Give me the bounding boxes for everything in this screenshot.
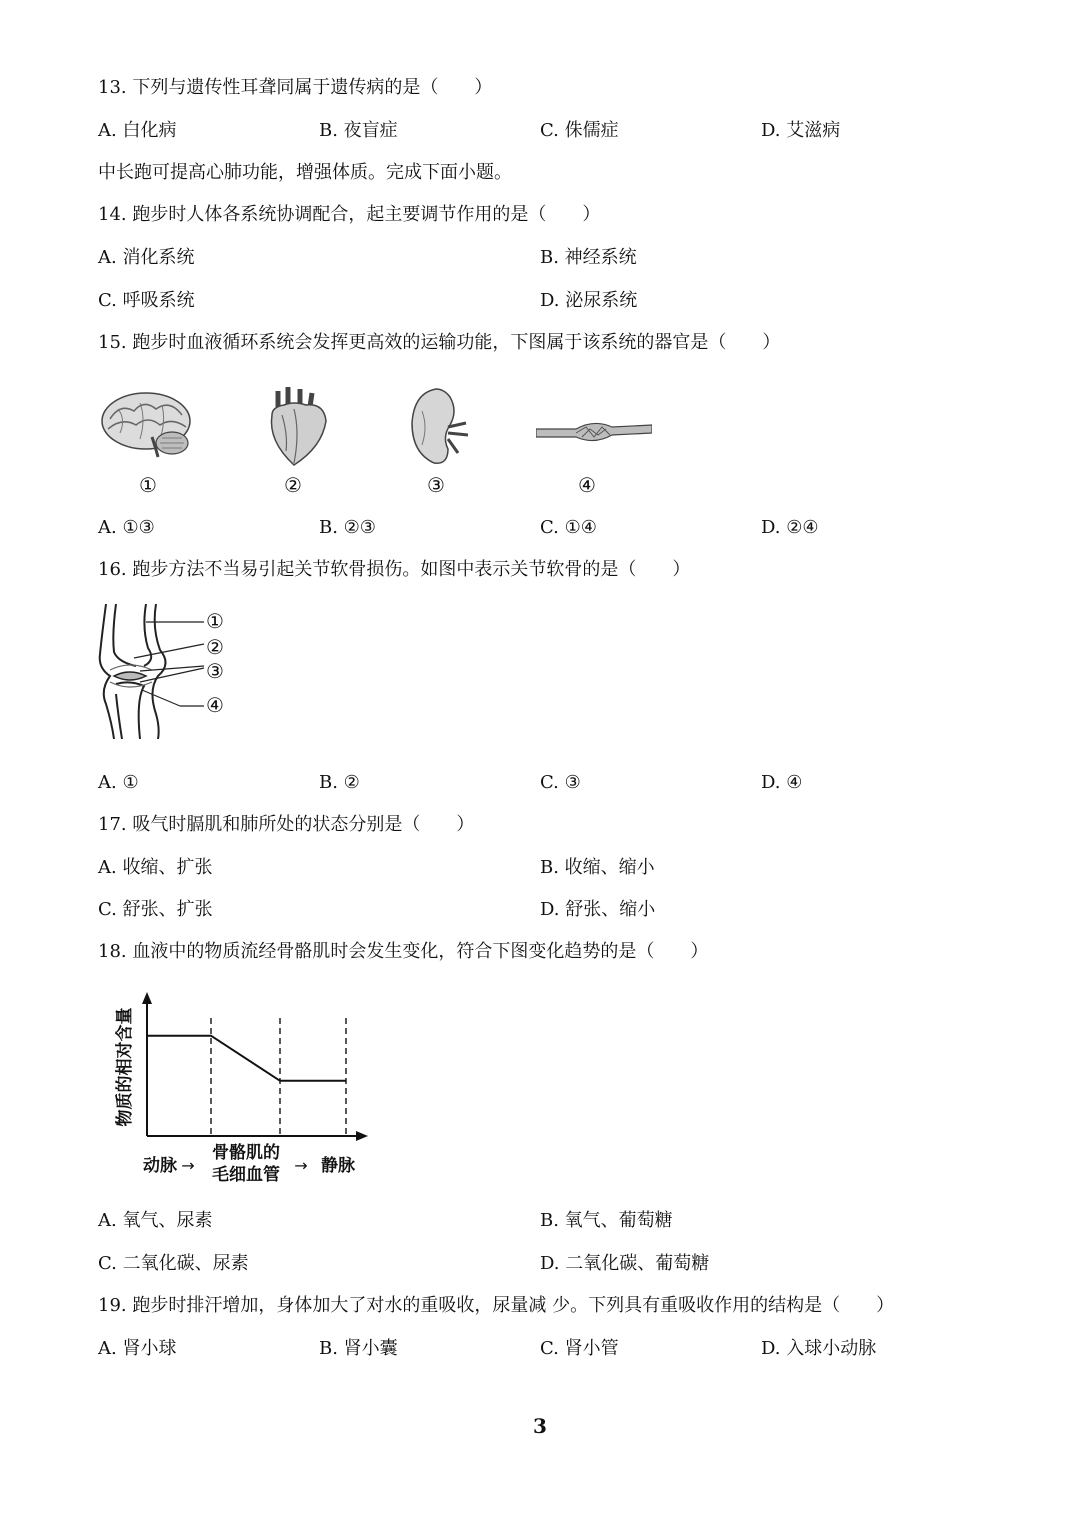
x-label-muscle: 骨骼肌的 xyxy=(212,1143,280,1163)
q16-option-c[interactable]: C. ③ xyxy=(540,772,581,793)
joint-figure xyxy=(96,604,236,739)
x-label-vein: 静脉 xyxy=(321,1156,355,1176)
y-axis-arrowhead xyxy=(142,992,152,1004)
kidney-icon xyxy=(408,387,472,467)
series-line-0 xyxy=(147,1036,346,1081)
question-13-stem: 13. 下列与遗传性耳聋同属于遗传病的是（ ） xyxy=(98,77,493,98)
joint-label-1: ① xyxy=(206,609,224,633)
organ-label-3: ③ xyxy=(427,473,445,497)
q19-option-b[interactable]: B. 肾小囊 xyxy=(319,1338,398,1359)
joint-label-3: ③ xyxy=(206,659,224,683)
q14-option-d[interactable]: D. 泌尿系统 xyxy=(540,290,638,311)
section-intro: 中长跑可提高心肺功能，增强体质。完成下面小题。 xyxy=(98,162,512,183)
x-arrow-2: → xyxy=(294,1156,308,1175)
q19-option-a[interactable]: A. 肾小球 xyxy=(98,1338,177,1359)
page-number: 3 xyxy=(533,1414,547,1438)
q18-option-c[interactable]: C. 二氧化碳、尿素 xyxy=(98,1253,249,1274)
blood-vessel-icon xyxy=(536,417,652,447)
q18-option-d[interactable]: D. 二氧化碳、葡萄糖 xyxy=(540,1253,710,1274)
q19-option-d[interactable]: D. 入球小动脉 xyxy=(761,1338,877,1359)
q14-option-b[interactable]: B. 神经系统 xyxy=(540,247,637,268)
q13-option-d[interactable]: D. 艾滋病 xyxy=(761,120,841,141)
question-16-stem: 16. 跑步方法不当易引起关节软骨损伤。如图中表示关节软骨的是（ ） xyxy=(98,559,691,580)
organ-label-4: ④ xyxy=(578,473,596,497)
q18-option-a[interactable]: A. 氧气、尿素 xyxy=(98,1210,213,1231)
q17-option-b[interactable]: B. 收缩、缩小 xyxy=(540,857,655,878)
x-axis-arrowhead xyxy=(356,1131,368,1141)
q14-option-a[interactable]: A. 消化系统 xyxy=(98,247,195,268)
joint-label-4: ④ xyxy=(206,693,224,717)
q17-option-a[interactable]: A. 收缩、扩张 xyxy=(98,857,213,878)
q15-option-b[interactable]: B. ②③ xyxy=(319,517,376,538)
organ-label-2: ② xyxy=(284,473,302,497)
q19-option-c[interactable]: C. 肾小管 xyxy=(540,1338,619,1359)
question-19-stem: 19. 跑步时排汗增加，身体加大了对水的重吸收，尿量减 少。下列具有重吸收作用的结构是（ ） xyxy=(98,1295,895,1316)
q15-option-c[interactable]: C. ①④ xyxy=(540,517,597,538)
x-label-artery: 动脉 xyxy=(143,1156,177,1176)
y-axis-label: 物质的相对含量 xyxy=(115,1007,135,1127)
organ-label-1: ① xyxy=(139,473,157,497)
q14-option-c[interactable]: C. 呼吸系统 xyxy=(98,290,195,311)
q16-option-a[interactable]: A. ① xyxy=(98,772,139,793)
x-label-capillary: 毛细血管 xyxy=(212,1165,280,1185)
q18-option-b[interactable]: B. 氧气、葡萄糖 xyxy=(540,1210,673,1231)
x-arrow-1: → xyxy=(181,1156,195,1175)
heart-icon xyxy=(264,385,330,469)
trend-chart xyxy=(110,990,380,1190)
q15-option-a[interactable]: A. ①③ xyxy=(98,517,155,538)
question-15-stem: 15. 跑步时血液循环系统会发挥更高效的运输功能，下图属于该系统的器官是（ ） xyxy=(98,332,781,353)
q17-option-c[interactable]: C. 舒张、扩张 xyxy=(98,899,213,920)
trend-chart-svg xyxy=(110,990,380,1190)
q13-option-c[interactable]: C. 侏儒症 xyxy=(540,120,619,141)
organ-figure xyxy=(96,385,666,500)
question-17-stem: 17. 吸气时膈肌和肺所处的状态分别是（ ） xyxy=(98,814,475,835)
q16-option-d[interactable]: D. ④ xyxy=(761,772,803,793)
q13-option-b[interactable]: B. 夜盲症 xyxy=(319,120,398,141)
question-18-stem: 18. 血液中的物质流经骨骼肌时会发生变化，符合下图变化趋势的是（ ） xyxy=(98,941,709,962)
q16-option-b[interactable]: B. ② xyxy=(319,772,360,793)
joint-label-2: ② xyxy=(206,635,224,659)
q17-option-d[interactable]: D. 舒张、缩小 xyxy=(540,899,656,920)
question-14-stem: 14. 跑步时人体各系统协调配合，起主要调节作用的是（ ） xyxy=(98,204,601,225)
brain-icon xyxy=(100,389,196,459)
q15-option-d[interactable]: D. ②④ xyxy=(761,517,819,538)
q13-option-a[interactable]: A. 白化病 xyxy=(98,120,177,141)
